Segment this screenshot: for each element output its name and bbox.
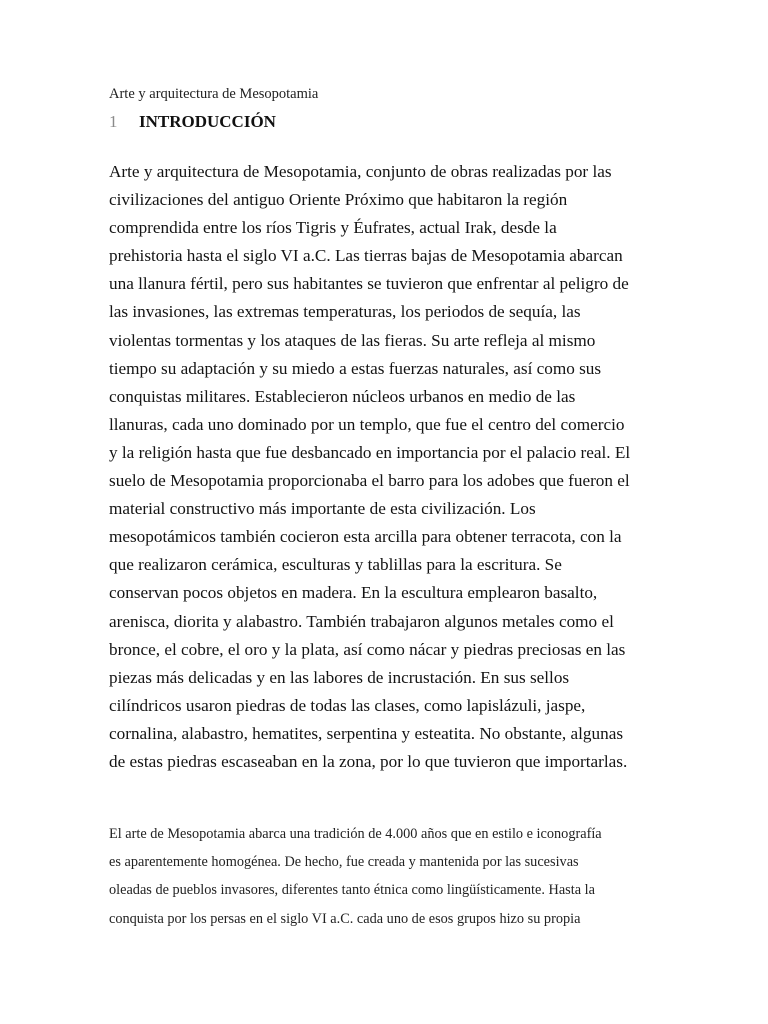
paragraph-line: las invasiones, las extremas temperaturas, los periodos de sequía, las [109,302,581,322]
paragraph-line: llanuras, cada uno dominado por un templo, que fue el centro del comercio [109,414,625,434]
paragraph-line: de estas piedras escaseaban en la zona, por lo que tuvieron que importarlas. [109,751,628,771]
paragraph-line: material constructivo más importante de esta civilización. Los [109,499,536,519]
paragraph-line: arenisca, diorita y alabastro. También trabajaron algunos metales como el [109,611,614,631]
paragraph-line: conquistas militares. Establecieron núcleos urbanos en medio de las [109,386,576,406]
paragraph-line: que realizaron cerámica, esculturas y tablillas para la escritura. Se [109,555,562,575]
paragraph-line: y la religión hasta que fue desbancado en importancia por el palacio real. El [109,442,631,462]
paragraph-line: Arte y arquitectura de Mesopotamia, conjunto de obras realizadas por las [109,162,612,181]
paragraph-line: suelo de Mesopotamia proporcionaba el barro para los adobes que fueron el [109,471,630,491]
paragraph-line: conservan pocos objetos en madera. En la escultura emplearon basalto, [109,583,598,603]
paragraph-line: es aparentemente homogénea. De hecho, fue creada y mantenida por las sucesivas [109,854,579,871]
paragraph-line: oleadas de pueblos invasores, diferentes tanto étnica como lingüísticamente. Hasta la [109,882,595,899]
paragraph-line: bronce, el cobre, el oro y la plata, así como nácar y piedras preciosas en las [109,639,626,659]
introduction-paragraph [109,158,665,776]
paragraph-line: comprendida entre los ríos Tigris y Éufrates, actual Irak, desde la [109,218,557,238]
paragraph-line: tiempo su adaptación y su miedo a estas fuerzas naturales, así como sus [109,358,602,378]
paragraph-line: violentas tormentas y los ataques de las fieras. Su arte refleja al mismo [109,330,596,350]
paragraph-line: prehistoria hasta el siglo VI a.C. Las tierras bajas de Mesopotamia abarcan [109,246,623,266]
document-title: Arte y arquitectura de Mesopotamia [109,86,319,102]
paragraph-line: El arte de Mesopotamia abarca una tradición de 4.000 años que en estilo e iconografía [109,826,602,842]
paragraph-line: cornalina, alabastro, hematites, serpentina y esteatita. No obstante, algunas [109,723,624,743]
paragraph-line: piezas más delicadas y en las labores de incrustación. En sus sellos [109,667,570,687]
section-title: INTRODUCCIÓN [139,112,276,131]
paragraph-line: cilíndricos usaron piedras de todas las clases, como lapislázuli, jaspe, [109,695,586,715]
paragraph-line: mesopotámicos también cocieron esta arcilla para obtener terracota, con la [109,527,622,547]
paragraph-line: civilizaciones del antiguo Oriente Próximo que habitaron la región [109,190,568,210]
section-number: 1 [109,112,118,131]
paragraph-line: conquista por los persas en el siglo VI a.C. cada uno de esos grupos hizo su propia [109,910,581,927]
section-heading [109,112,276,134]
paragraph-line: una llanura fértil, pero sus habitantes se tuvieron que enfrentar al peligro de [109,274,629,294]
second-paragraph [109,820,669,933]
